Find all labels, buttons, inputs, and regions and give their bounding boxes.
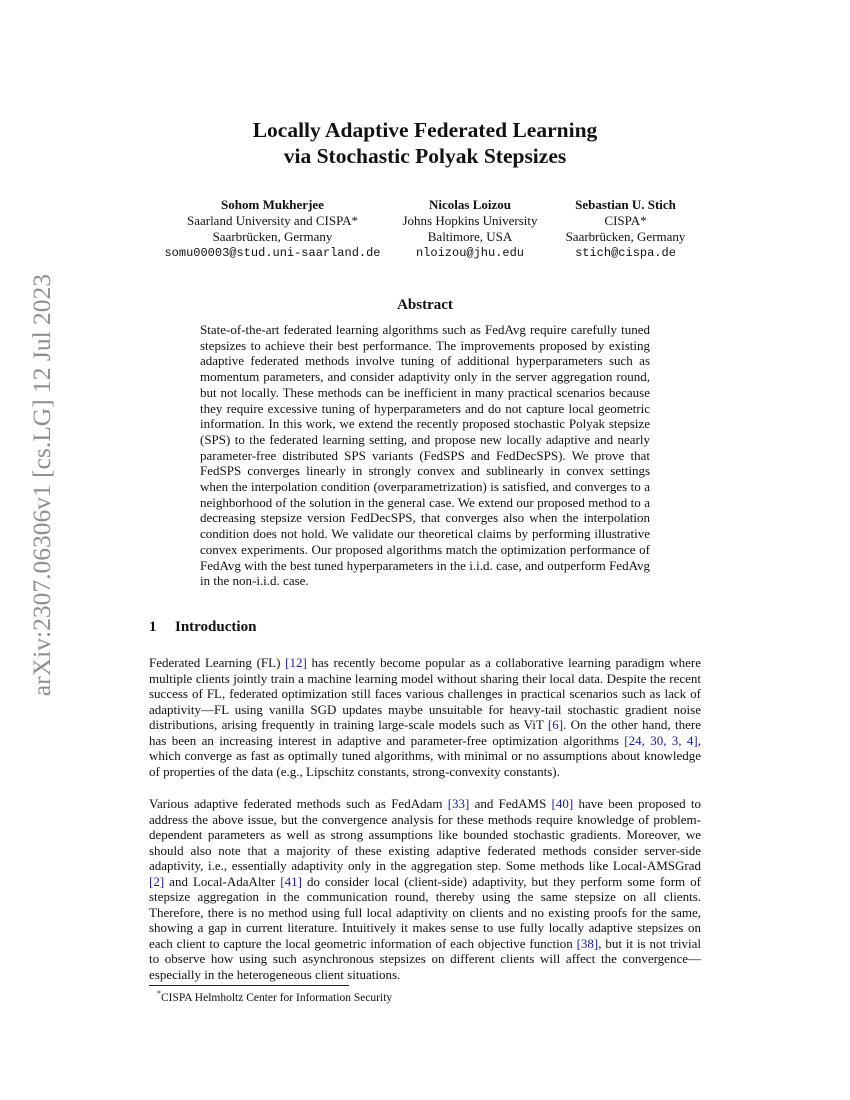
text-run: , but it is not trivial to observe how using such asynchronous stepsizes on different clients will affect the convergence—especially in the heterogeneous client situations. (149, 935, 702, 983)
citation-link[interactable]: [33] (447, 796, 470, 811)
author-location: Baltimore, USA (427, 229, 513, 244)
author-email[interactable]: stich@cispa.de (575, 246, 676, 260)
paper-title-line-1: Locally Adaptive Federated Learning (252, 118, 598, 142)
section-number: 1 (149, 619, 157, 635)
text-run: and Local-AdaAlter (164, 873, 281, 889)
text-run: , which converge as fast as optimally tuned algorithms, with minimal or no assumptions about knowledge of properties of the data (e.g., Lipschitz constants, strong-convexity constants). (149, 732, 701, 779)
text-run: and FedAMS (469, 796, 552, 811)
text-run: has recently become popular as a collaborative learning paradigm where multiple clients jointly train a machine learning model without sharing their local data. Despite the recent success of FL, federated optimization still faces various challenges in practical scenarios such as lack of adaptivity—FL using vanilla SGD updates maybe unsuitable for heavy-tail stochastic gradient noise distributions, arising frequently in training large-scale models such as ViT (149, 655, 701, 733)
author-email[interactable]: nloizou@jhu.edu (415, 246, 525, 260)
section-heading (149, 619, 256, 636)
citation-link[interactable]: [40] (551, 796, 574, 811)
text-run: Various adaptive federated methods such as FedAdam (149, 796, 448, 811)
intro-paragraph-1 (149, 655, 701, 779)
citation-link[interactable]: [6] (547, 717, 564, 733)
author-affiliation: CISPA* (604, 213, 647, 228)
author-block (395, 197, 545, 261)
author-name: Sebastian U. Stich (575, 197, 676, 212)
citation-link[interactable]: [41] (280, 873, 302, 889)
citation-link[interactable]: [24, 30, 3, 4] (624, 732, 698, 748)
citation-link[interactable]: [38] (576, 935, 599, 951)
text-run: . On the other hand, there has been an increasing interest in adaptive and parameter-free optimization algorithms (149, 717, 701, 748)
citation-link[interactable]: [12] (285, 655, 307, 670)
author-name: Nicolas Loizou (429, 197, 511, 212)
author-block (150, 197, 395, 261)
arxiv-stamp (22, 273, 62, 697)
footnote (157, 989, 392, 1004)
author-affiliation: Johns Hopkins University (402, 213, 538, 228)
author-name: Sohom Mukherjee (221, 197, 324, 212)
citation-link[interactable]: [2] (149, 873, 165, 889)
text-run: have been proposed to address the above issue, but the convergence analysis for these methods require knowledge of problem-dependent parameters as well as strong assumptions like bounded stochastic gradients. Moreover, we should also note that a majority of these existing adaptive federated methods consider server-side adaptivity, i.e., essentially adaptivity only in the aggregation step. Some methods like Local-AMSGrad (149, 796, 701, 874)
abstract-body: State-of-the-art federated learning algorithms such as FedAvg require carefully tuned stepsizes to achieve their best performance. The improvements proposed by existing adaptive federated methods involve tuning of additional hyperparameters such as momentum parameters, and consider adaptivity only in the server aggregation round, but not locally. These methods can be inefficient in many practical scenarios because they require excessive tuning of hyperparameters and do not capture local geometric information. In this work, we extend the recently proposed stochastic Polyak stepsize (SPS) to the federated learning setting, and propose new locally adaptive and nearly parameter-free distributed SPS variants (FedSPS and FedDecSPS). We prove that FedSPS converges linearly in strongly convex and sublinearly in convex settings when the interpolation condition (overparametrization) is satisfied, and converges to a neighborhood of the solution in the general case. We extend our proposed method to a decreasing stepsize version FedDecSPS, that converges also when the interpolation condition does not hold. We validate our theoretical claims by performing illustrative convex experiments. Our proposed algorithms match the optimization performance of FedAvg with the best tuned hyperparameters in the i.i.d. case, and outperform FedAvg in the non-i.i.d. case. (200, 322, 650, 589)
intro-paragraph-2 (149, 796, 701, 983)
section-title: Introduction (175, 619, 257, 635)
arxiv-stamp-text: arXiv:2307.06306v1 [cs.LG] 12 Jul 2023 (27, 273, 56, 697)
footnote-mark: * (157, 989, 161, 998)
text-run: do consider local (client-side) adaptivity, but they perform some form of stepsize aggregation in the communication round, thereby using the same stepsize on all clients. Therefore, there is no method using full local adaptivity on clients and no existing proofs for the same, showing a gap in current literature. Intuitively it makes sense to use fully locally adaptive stepsizes on each client to capture the local geometric information of each objective function (149, 873, 702, 951)
footnote-text: CISPA Helmholtz Center for Information Security (161, 991, 393, 1004)
paper-title-line-2: via Stochastic Polyak Stepsizes (283, 144, 567, 168)
abstract-heading: Abstract (397, 297, 453, 313)
footnote-divider (149, 985, 349, 986)
text-run: Federated Learning (FL) (149, 655, 286, 670)
author-block (548, 197, 703, 261)
author-location: Saarbrücken, Germany (565, 229, 686, 244)
author-affiliation: Saarland University and CISPA* (186, 213, 359, 228)
author-location: Saarbrücken, Germany (212, 229, 333, 244)
author-email[interactable]: somu00003@stud.uni-saarland.de (164, 246, 381, 260)
